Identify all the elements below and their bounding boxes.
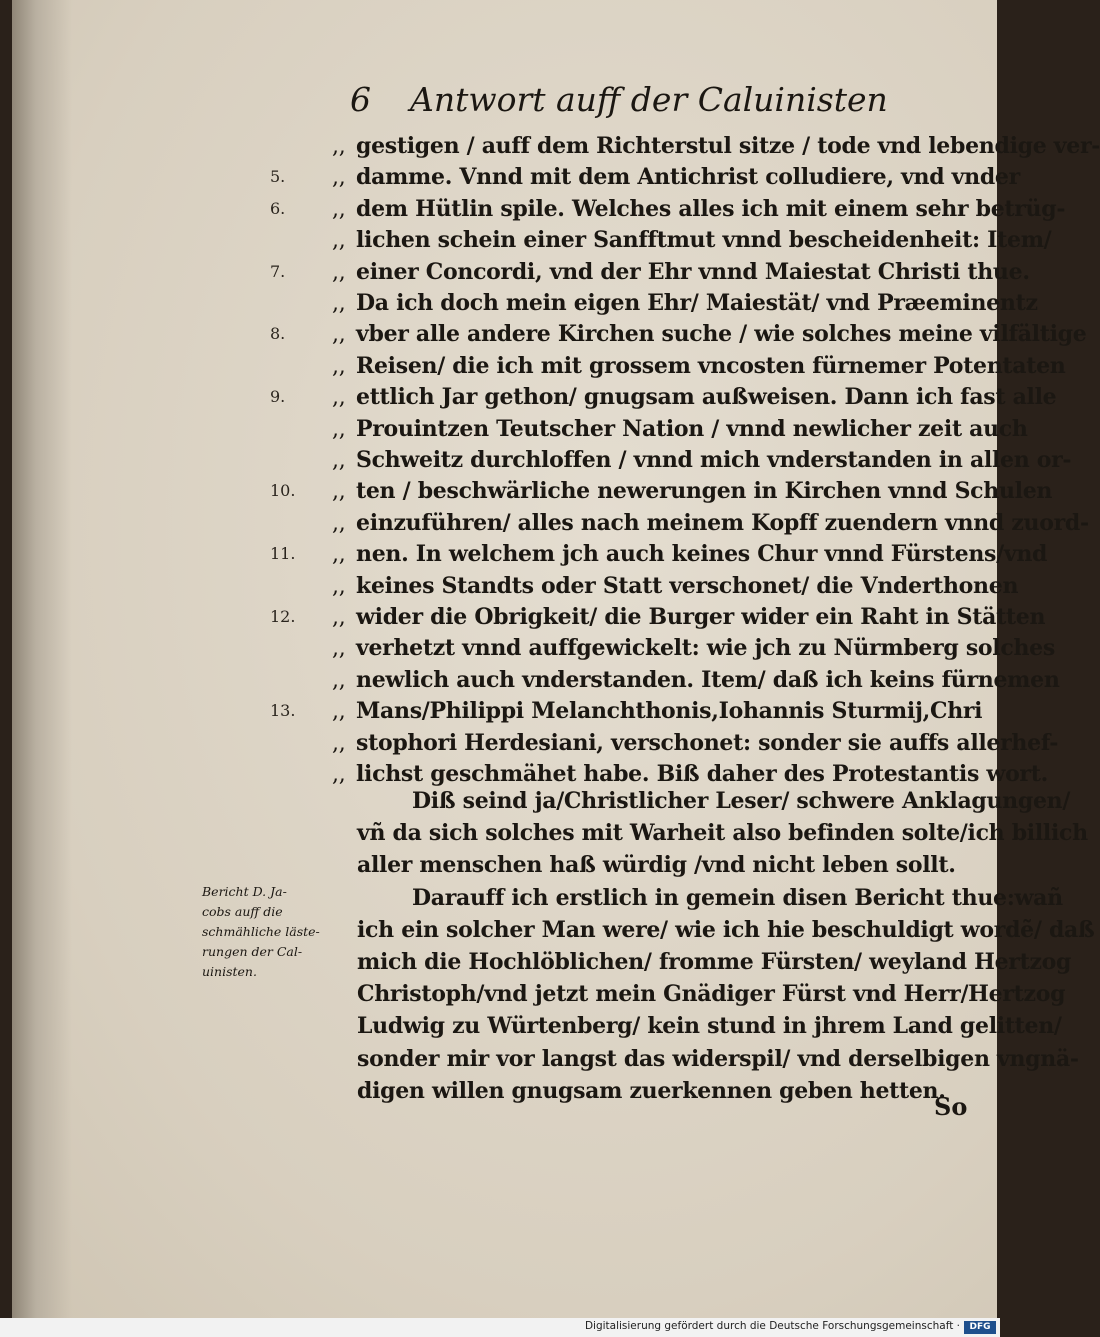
paragraph-line: digen willen gnugsam zuerkennen geben hetten.: [357, 1077, 946, 1104]
quoted-line-text: Mans/Philippi Melanchthonis,Iohannis Sturmij,Chri: [356, 698, 983, 725]
quoted-line: [332, 632, 1055, 664]
quote-mark: ,,: [332, 134, 346, 159]
quoted-line: [332, 727, 1058, 759]
quote-mark: ,,: [332, 259, 346, 285]
margin-note-line: schmähliche läste-: [202, 924, 320, 939]
quote-mark: ,,: [332, 730, 346, 756]
quoted-line-text: newlich auch vnderstanden. Item/ daß ich keins fürnemen: [356, 666, 1060, 693]
quote-mark: ,,: [332, 353, 346, 379]
quote-mark: ,,: [332, 605, 346, 630]
quoted-line: [332, 381, 1056, 413]
line-number: 7.: [270, 261, 286, 281]
quoted-line-text: lichst geschmähet habe. Biß daher des Protestantis wort.: [356, 761, 1048, 787]
quoted-line-text: ten / beschwärliche newerungen in Kirchen vnnd Schulen: [356, 478, 1053, 505]
quote-mark: ,,: [332, 667, 346, 693]
quoted-line: [332, 130, 1100, 162]
quoted-line: [332, 538, 1047, 570]
paragraph-line: mich die Hochlöblichen/ fromme Fürsten/ weyland Hertzog: [357, 949, 1072, 975]
margin-note-line: cobs auff die: [202, 904, 283, 919]
line-number: 5.: [270, 167, 286, 187]
quoted-line-text: einer Concordi, vnd der Ehr vnnd Maiestat Christi thue.: [356, 258, 1030, 285]
quoted-line-text: nen. In welchem jch auch keines Chur vnnd Fürstens/vnd: [356, 541, 1048, 568]
quote-mark: ,,: [332, 479, 346, 505]
quote-mark: ,,: [332, 291, 346, 316]
quoted-line-text: Da ich doch mein eigen Ehr/ Maiestät/ vnd Præeminentz: [356, 290, 1038, 316]
book-page: [12, 0, 1100, 1318]
quote-mark: ,,: [332, 165, 346, 191]
margin-note-line: uinisten.: [202, 964, 257, 979]
binding-shadow: [12, 0, 72, 1318]
quoted-line: [332, 287, 1038, 319]
quote-mark: ,,: [332, 228, 346, 254]
quoted-line-text: verhetzt vnnd auffgewickelt: wie jch zu Nürmberg solches: [356, 635, 1055, 662]
quoted-line-text: wider die Obrigkeit/ die Burger wider ein Raht in Stätten: [356, 604, 1046, 630]
quote-mark: ,,: [332, 542, 346, 568]
quote-mark: ,,: [332, 416, 346, 442]
quote-mark: ,,: [332, 636, 346, 662]
quoted-line: [332, 350, 1066, 382]
footer-bar: [0, 1318, 1000, 1337]
quoted-line-text: ettlich Jar gethon/ gnugsam außweisen. Dann ich fast alle: [356, 384, 1057, 411]
quoted-line: [332, 507, 1089, 539]
quote-mark: ,,: [332, 385, 346, 411]
quoted-line-text: stophori Herdesiani, verschonet: sonder sie auffs allerhef-: [356, 729, 1059, 756]
paragraph-line: vñ da sich solches mit Warheit also befinden solte/ich billich: [357, 820, 1088, 847]
quoted-line: [332, 161, 1020, 193]
quote-mark: ,,: [332, 573, 346, 599]
page-header: [350, 80, 910, 124]
paragraph-line: Christoph/vnd jetzt mein Gnädiger Fürst vnd Herr/Hertzog: [357, 981, 1066, 1008]
quoted-line: [332, 256, 1030, 288]
quoted-line: [332, 224, 1051, 256]
paragraph-line: Diß seind ja/Christlicher Leser/ schwere Anklagungen/: [412, 788, 1071, 814]
paragraph-line: aller menschen haß würdig /vnd nicht leben sollt.: [357, 852, 956, 879]
quote-mark: ,,: [332, 196, 346, 222]
footer-credit: Digitalisierung gefördert durch die Deutsche Forschungsgemeinschaft ·: [584, 1320, 960, 1332]
quoted-line-text: keines Standts oder Statt verschonet/ die Vnderthonen: [356, 572, 1019, 599]
paragraph-line: sonder mir vor langst das widerspil/ vnd derselbigen vngnä-: [357, 1045, 1079, 1072]
catchword: So: [934, 1092, 968, 1121]
margin-note-line: Bericht D. Ja-: [202, 884, 287, 899]
line-number: 10.: [270, 481, 296, 501]
quote-mark: ,,: [332, 762, 346, 787]
quoted-line: [332, 475, 1052, 507]
line-number: 11.: [270, 544, 296, 564]
quoted-line-text: dem Hütlin spile. Welches alles ich mit einem sehr betrüg-: [356, 195, 1066, 222]
line-number: 6.: [270, 198, 286, 218]
margin-note: [202, 882, 352, 982]
dfg-logo: DFG: [964, 1321, 996, 1334]
quoted-line: [332, 570, 1018, 602]
line-number: 13.: [270, 701, 296, 721]
quoted-line-text: Prouintzen Teutscher Nation / vnnd newlicher zeit auch: [356, 415, 1028, 442]
quoted-line: [332, 193, 1065, 225]
quoted-line-text: Reisen/ die ich mit grossem vncosten fürnemer Potentaten: [356, 352, 1066, 379]
quote-mark: ,,: [332, 510, 346, 536]
quoted-line-text: Schweitz durchloffen / vnnd mich vnderstanden in allen or-: [356, 447, 1072, 473]
running-title: Antwort auff der Caluinisten: [410, 80, 888, 119]
paragraph-line: ich ein solcher Man were/ wie ich hie beschuldigt wordẽ/ daß: [357, 916, 1095, 943]
quoted-line-text: gestigen / auff dem Richterstul sitze / tode vnd lebendige ver-: [356, 133, 1100, 159]
page-number: 6: [350, 80, 371, 119]
quoted-line: [332, 444, 1071, 476]
quoted-line: [332, 318, 1086, 350]
quoted-line-text: damme. Vnnd mit dem Antichrist colludiere, vnd vnder: [356, 164, 1020, 191]
quoted-line: [332, 695, 982, 727]
margin-note-line: rungen der Cal-: [202, 944, 303, 959]
quoted-line: [332, 664, 1060, 696]
quote-mark: ,,: [332, 448, 346, 473]
quote-mark: ,,: [332, 322, 346, 348]
paragraph-line: Ludwig zu Würtenberg/ kein stund in jhrem Land gelitten/: [357, 1013, 1062, 1040]
paragraph-line: Darauff ich erstlich in gemein disen Bericht thue:wañ: [412, 884, 1063, 911]
quoted-line-text: lichen schein einer Sanfftmut vnnd bescheidenheit: Item/: [356, 227, 1052, 254]
line-number: 8.: [270, 324, 286, 344]
quoted-line-text: vber alle andere Kirchen suche / wie solches meine vilfältige: [356, 321, 1087, 348]
quote-mark: ,,: [332, 699, 346, 725]
line-number: 9.: [270, 387, 286, 407]
line-number: 12.: [270, 607, 296, 626]
quoted-line: [332, 601, 1045, 633]
quoted-line-text: einzuführen/ alles nach meinem Kopff zuendern vnnd zuord-: [356, 509, 1089, 536]
quoted-line: [332, 413, 1028, 445]
